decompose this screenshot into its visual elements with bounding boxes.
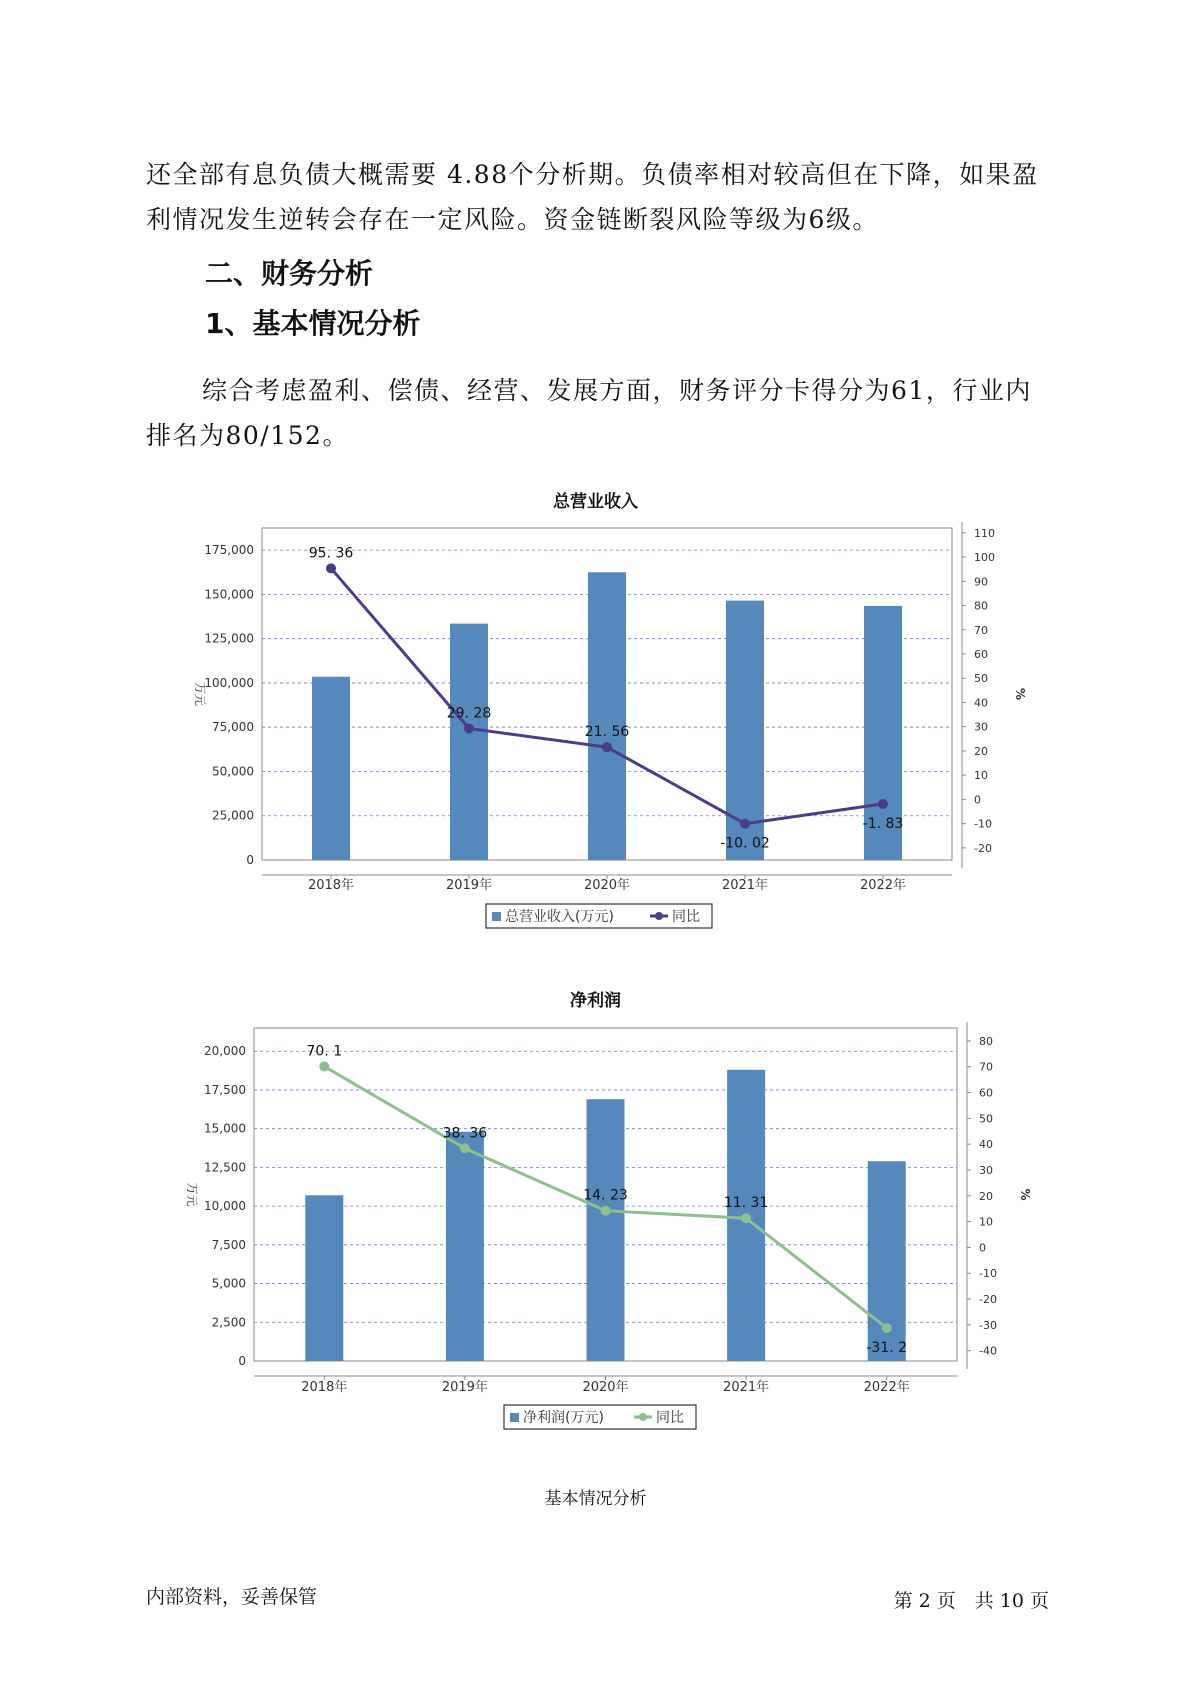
legend-swatch-bar <box>492 912 501 921</box>
y2-axis-title: % <box>1018 1188 1032 1201</box>
yoy-point <box>882 1323 892 1333</box>
y2-tick-label: 80 <box>979 1034 993 1048</box>
legend-swatch-point <box>639 1413 647 1421</box>
yoy-point <box>319 1061 329 1071</box>
yoy-point <box>602 742 612 752</box>
y2-tick-label: -30 <box>979 1318 997 1332</box>
y-tick-label: 17,500 <box>204 1082 246 1097</box>
data-label: -10. 02 <box>720 835 770 852</box>
x-tick-label: 2020年 <box>583 878 631 893</box>
y-tick-label: 0 <box>246 853 254 867</box>
y2-tick-label: 110 <box>974 526 995 540</box>
x-tick-label: 2018年 <box>301 1380 348 1395</box>
y2-tick-label: 0 <box>979 1241 986 1255</box>
y2-tick-label: 60 <box>974 648 988 662</box>
data-label: 38. 36 <box>442 1125 488 1142</box>
y2-tick-label: 100 <box>974 551 995 565</box>
data-label: 70. 1 <box>306 1043 343 1060</box>
y2-tick-label: 10 <box>979 1215 993 1229</box>
x-tick-label: 2018年 <box>307 878 355 893</box>
paragraph-debt: 还全部有息负债大概需要 4.88个分析期。负债率相对较高但在下降，如果盈利情况发生逆转会存在一定风险。资金链断裂风险等级为6级。 <box>146 160 1039 234</box>
y2-tick-label: 10 <box>974 769 988 783</box>
y2-tick-label: 90 <box>974 575 988 589</box>
bar <box>446 1132 484 1361</box>
y-tick-label: 0 <box>238 1354 246 1368</box>
y-tick-label: 20,000 <box>204 1044 246 1059</box>
chart-title-revenue: 总营业收入 <box>553 492 638 512</box>
footer-page-number: 第 2 页 共 10 页 <box>893 1590 1049 1612</box>
x-tick-label: 2022年 <box>859 878 907 893</box>
y2-tick-label: 50 <box>979 1112 993 1126</box>
figure-caption: 基本情况分析 <box>544 1489 647 1509</box>
y2-tick-label: 0 <box>974 793 981 807</box>
chart-title-net-profit: 净利润 <box>570 991 621 1011</box>
y-axis-title: 万元 <box>185 1182 199 1207</box>
y2-tick-label: 40 <box>974 696 988 710</box>
y2-tick-label: 30 <box>974 720 988 734</box>
data-label: 29. 28 <box>446 705 492 722</box>
x-tick-label: 2020年 <box>582 1380 629 1395</box>
subsection-heading: 1、基本情况分析 <box>205 307 421 340</box>
data-label: 95. 36 <box>308 545 354 562</box>
y2-tick-label: 70 <box>979 1060 993 1074</box>
y2-tick-label: 30 <box>979 1163 993 1177</box>
y2-tick-label: -40 <box>979 1344 997 1358</box>
y-tick-label: 175,000 <box>204 543 254 558</box>
data-label: 14. 23 <box>583 1187 628 1204</box>
yoy-point <box>740 819 750 829</box>
bar <box>587 1099 625 1361</box>
legend-label-bar: 总营业收入(万元) <box>505 909 614 925</box>
data-label: -1. 83 <box>862 815 904 832</box>
y-tick-label: 7,500 <box>211 1237 246 1252</box>
yoy-point <box>741 1213 751 1223</box>
bar <box>305 1195 343 1361</box>
y2-tick-label: 70 <box>974 623 988 637</box>
footer-confidential: 内部资料，妥善保管 <box>146 1586 318 1608</box>
yoy-point <box>878 799 888 809</box>
section-heading: 二、财务分析 <box>205 257 374 290</box>
x-tick-label: 2022年 <box>863 1380 910 1395</box>
data-label: -31. 2 <box>866 1339 908 1356</box>
legend-swatch-point <box>655 912 663 920</box>
y2-tick-label: 20 <box>974 744 988 758</box>
x-tick-label: 2019年 <box>445 878 493 893</box>
y-tick-label: 5,000 <box>211 1276 246 1291</box>
paragraph-score: 综合考虑盈利、偿债、经营、发展方面，财务评分卡得分为61，行业内排名为80/152。 <box>146 376 1032 450</box>
revenue-chart <box>0 510 1191 940</box>
y-tick-label: 50,000 <box>212 764 254 779</box>
yoy-point <box>601 1206 611 1216</box>
y-tick-label: 100,000 <box>204 675 254 690</box>
y-tick-label: 75,000 <box>212 720 254 735</box>
y-tick-label: 2,500 <box>211 1315 246 1330</box>
yoy-point <box>460 1143 470 1153</box>
y-tick-label: 150,000 <box>204 587 254 602</box>
y-axis-title: 万元 <box>193 681 207 707</box>
bar <box>312 677 350 860</box>
y2-tick-label: 40 <box>979 1138 993 1152</box>
y2-axis-title: % <box>1013 687 1027 701</box>
yoy-point <box>464 723 474 733</box>
x-tick-label: 2019年 <box>441 1380 488 1395</box>
y2-tick-label: 60 <box>979 1086 993 1100</box>
y2-tick-label: -20 <box>974 841 992 855</box>
x-tick-label: 2021年 <box>721 878 769 893</box>
data-label: 11. 31 <box>723 1195 769 1212</box>
y-tick-label: 15,000 <box>204 1121 246 1136</box>
y-tick-label: 12,500 <box>204 1160 246 1175</box>
y2-tick-label: -20 <box>979 1293 997 1307</box>
y-tick-label: 10,000 <box>204 1199 246 1214</box>
bar <box>588 572 626 860</box>
legend-label-bar: 净利润(万元) <box>523 1410 604 1426</box>
y2-tick-label: 80 <box>974 599 988 613</box>
y2-tick-label: 50 <box>974 672 988 686</box>
y2-tick-label: -10 <box>974 817 992 831</box>
y-tick-label: 125,000 <box>204 631 254 646</box>
y-tick-label: 25,000 <box>212 808 254 823</box>
bar <box>450 624 488 860</box>
y2-tick-label: 20 <box>979 1189 993 1203</box>
yoy-point <box>326 563 336 573</box>
legend-label-line: 同比 <box>672 909 700 925</box>
legend-swatch-bar <box>510 1413 519 1422</box>
data-label: 21. 56 <box>584 724 630 741</box>
legend-label-line: 同比 <box>656 1410 684 1426</box>
y2-tick-label: -10 <box>979 1267 997 1281</box>
net-profit-chart <box>0 1010 1191 1440</box>
x-tick-label: 2021年 <box>723 1380 770 1395</box>
